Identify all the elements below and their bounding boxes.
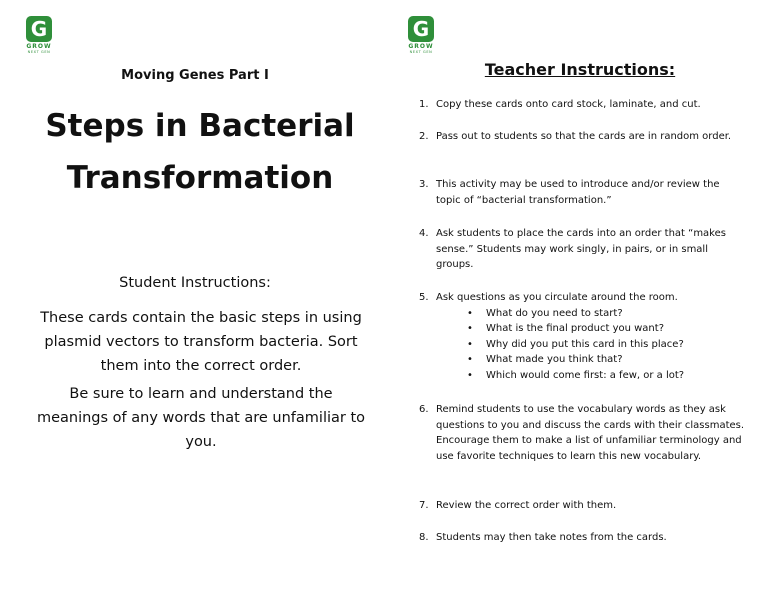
question-item: • What do you need to start? xyxy=(436,306,746,322)
logo-name: GROW xyxy=(26,43,52,50)
instruction-step-4 xyxy=(419,226,746,273)
step-text: Ask students to place the cards into an order that “makes sense.” Students may work singly, in pairs, or in small groups. xyxy=(436,228,726,270)
instruction-step-3 xyxy=(419,177,746,208)
title-line-2: Transformation xyxy=(66,160,334,196)
step-text: Copy these cards onto card stock, laminate, and cut. xyxy=(436,99,701,110)
grow-logo-icon: G xyxy=(26,16,52,42)
question-item: • What made you think that? xyxy=(436,352,746,368)
step-text: Pass out to students so that the cards are in random order. xyxy=(436,131,732,142)
step-number: 2. xyxy=(419,131,429,142)
bullet-icon: • xyxy=(467,354,473,365)
logo-name: GROW xyxy=(408,43,434,50)
step-text: This activity may be used to introduce and/or review the topic of “bacterial transformation.” xyxy=(436,179,720,206)
step-text: Review the correct order with them. xyxy=(436,500,617,511)
step-number: 3. xyxy=(419,179,429,190)
question-list xyxy=(436,306,746,384)
step-number: 8. xyxy=(419,532,429,543)
step-number: 7. xyxy=(419,500,429,511)
step-number: 1. xyxy=(419,99,429,110)
step-number: 4. xyxy=(419,228,429,239)
instruction-step-2 xyxy=(419,129,746,145)
instruction-step-8 xyxy=(419,530,746,546)
instruction-step-5 xyxy=(419,290,746,383)
question-item: • Which would come first: a few, or a lot? xyxy=(436,368,746,384)
step-text: Students may then take notes from the cards. xyxy=(436,532,667,543)
bullet-icon: • xyxy=(467,307,473,319)
student-instructions-paragraph-1: These cards contain the basic steps in using plasmid vectors to transform bacteria. Sort them into the correct order. xyxy=(40,310,362,374)
student-instructions-paragraph-2: Be sure to learn and understand the meanings of any words that are unfamiliar to you. xyxy=(36,386,366,450)
grow-logo-icon: G xyxy=(408,16,434,42)
student-instructions-heading: Student Instructions: xyxy=(119,275,271,291)
document-subtitle: Moving Genes Part I xyxy=(121,68,269,83)
instruction-step-7 xyxy=(419,498,746,514)
title-line-1: Steps in Bacterial xyxy=(45,108,355,144)
grow-logo-left xyxy=(22,16,56,54)
question-item: • What is the final product you want? xyxy=(436,321,746,337)
bullet-icon: • xyxy=(467,338,473,350)
logo-tagline: NEXT GEN xyxy=(409,50,433,54)
step-text: Ask questions as you circulate around the room. xyxy=(436,292,678,303)
step-number: 6. xyxy=(419,404,429,415)
logo-tagline: NEXT GEN xyxy=(27,50,51,54)
grow-logo-right xyxy=(404,16,438,54)
bullet-icon: • xyxy=(467,369,473,381)
document-title xyxy=(20,100,380,204)
instruction-step-6 xyxy=(419,402,746,464)
instruction-step-1 xyxy=(419,97,746,113)
step-text: Remind students to use the vocabulary words as they ask questions to you and discuss the cards with their classmates. Encourage them to make a list of unfamiliar terminology and use favorite techniques to learn this new vocabulary. xyxy=(436,404,745,462)
question-item: • Why did you put this card in this place? xyxy=(436,337,746,353)
step-number: 5. xyxy=(419,292,429,303)
teacher-instructions-heading: Teacher Instructions: xyxy=(484,60,676,79)
bullet-icon: • xyxy=(467,323,473,334)
